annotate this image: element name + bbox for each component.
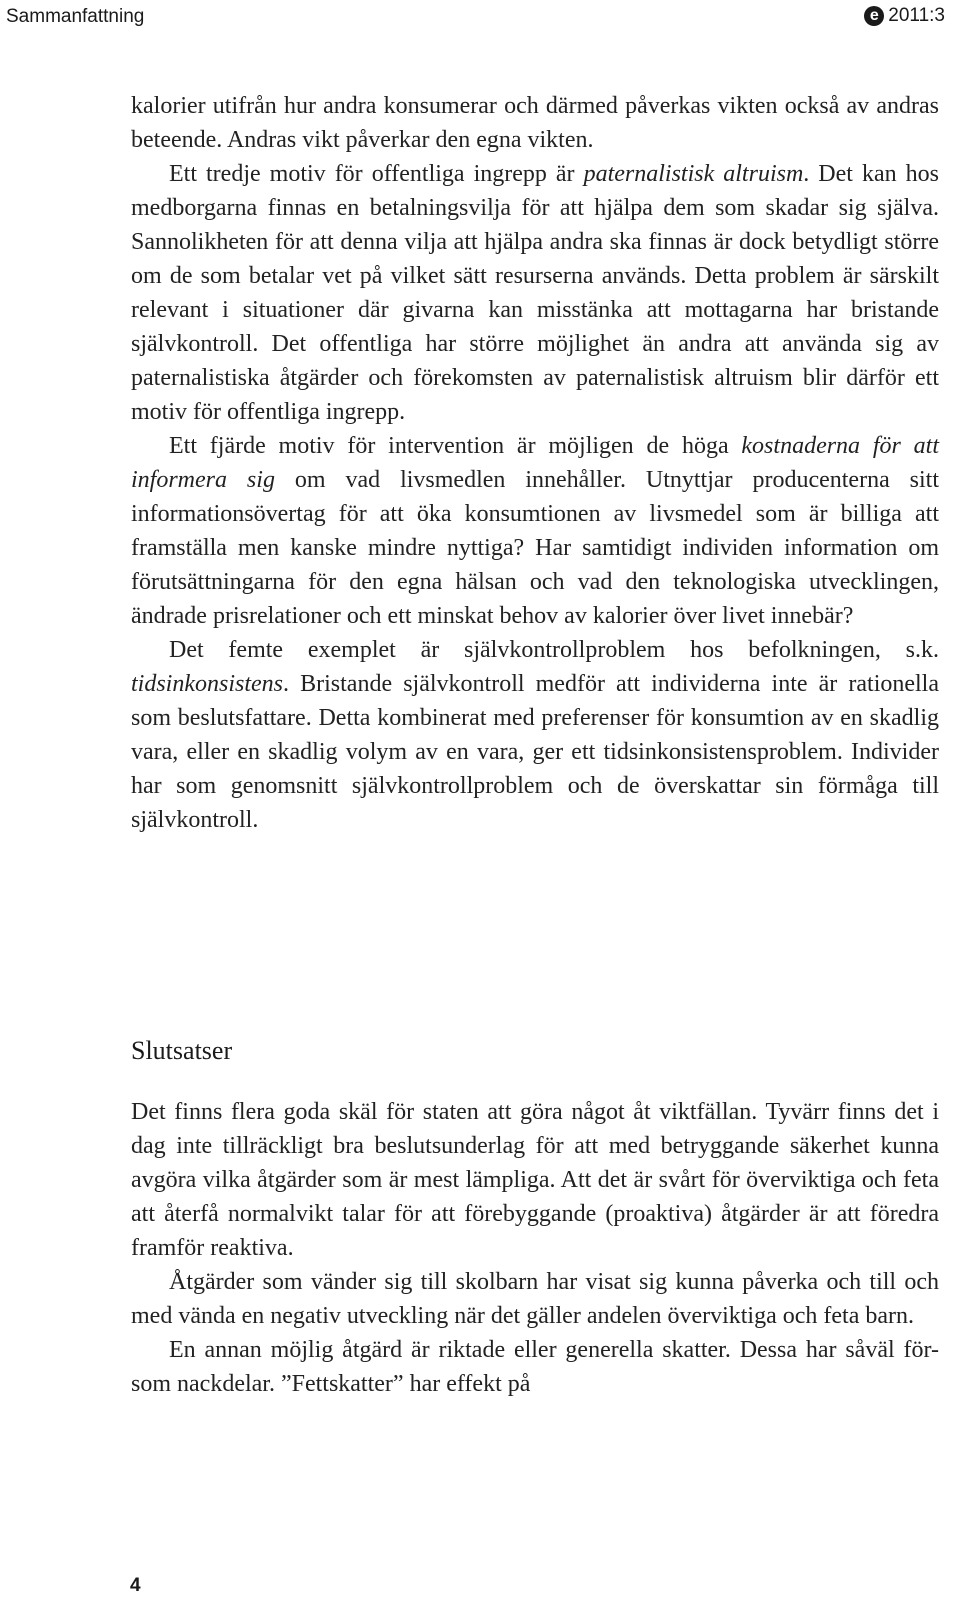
paragraph: Ett tredje motiv för offentliga ingrepp är paternalistisk altruism. Det kan hos medborgarna finnas en betalningsvilja för att hjälpa dem som skadar sig själva. Sannolikheten för att denna vilja att hjälpa andra ska finnas är dock betydligt större om de som betalar vet på vilket sätt resurserna används. Detta problem är särskilt relevant i situationer där givarna kan misstänka att mottagarna har bristande självkontroll. Det offentliga har större möjlighet än andra att använda sig av paternalistiska åtgärder och förekomsten av paternalistisk altruism blir därför ett motiv för offentliga ingrepp.	[131, 161, 939, 425]
conclusions-text	[131, 1095, 939, 1401]
paragraph: Åtgärder som vänder sig till skolbarn har visat sig kunna påverka och till och med vända en negativ utveckling när det gäller andelen överviktiga och feta barn.	[131, 1269, 939, 1329]
emphasis: tidsinkonsistens	[131, 671, 284, 697]
paragraph: En annan möjlig åtgärd är riktade eller generella skatter. Dessa har såväl för- som nackdelar. ”Fettskatter” har effekt på	[131, 1337, 939, 1397]
section-title: Sammanfattning	[6, 6, 145, 27]
issue-number: 2011:3	[888, 5, 945, 26]
issue-label	[864, 5, 945, 27]
paragraph: Ett fjärde motiv för intervention är möjligen de höga kostnaderna för att informera sig om vad livsmedlen innehåller. Utnyttjar producenterna sitt informationsövertag för att öka konsumtionen av livsmedel som är billiga att framställa men kanske mindre nyttiga? Har samtidigt individen information om förutsättningarna för den egna hälsan och vad den teknologiska utvecklingen, ändrade prisrelationer och ett minskat behov av kalorier över livet innebär?	[131, 433, 940, 629]
section-heading: Slutsatser	[131, 1036, 233, 1065]
paragraph: Det femte exemplet är självkontrollproblem hos befolkningen, s.k. tidsinkonsistens. Bristande självkontroll medför att individerna inte är rationella som beslutsfattare. Detta kombinerat med preferenser för konsumtion av en skadlig vara, eller en skadlig volym av en vara, ger ett tidsinkonsistensproblem. Individer har som genomsnitt självkontrollproblem och de överskattar sin förmåga till självkontroll.	[131, 637, 939, 833]
publication-logo-icon: e	[864, 6, 884, 26]
page-header	[0, 0, 960, 40]
emphasis: kostnaderna för att informera sig	[131, 433, 940, 493]
page-number: 4	[130, 1575, 141, 1596]
paragraph: kalorier utifrån hur andra konsumerar och därmed påverkas vikten också av andras beteende. Andras vikt påverkar den egna vikten.	[131, 93, 939, 153]
emphasis: paternalistisk altruism	[583, 161, 804, 187]
paragraph: Det finns flera goda skäl för staten att göra något åt viktfällan. Tyvärr finns det i dag inte tillräckligt bra beslutsunderlag för att med betryggande säkerhet kunna avgöra vilka åtgärder som är mest lämpliga. Att det är svårt för överviktiga och feta att återfå normalvikt talar för att förebyggande (proaktiva) åtgärder är att föredra framför reaktiva.	[131, 1099, 939, 1261]
body-text	[131, 89, 939, 837]
